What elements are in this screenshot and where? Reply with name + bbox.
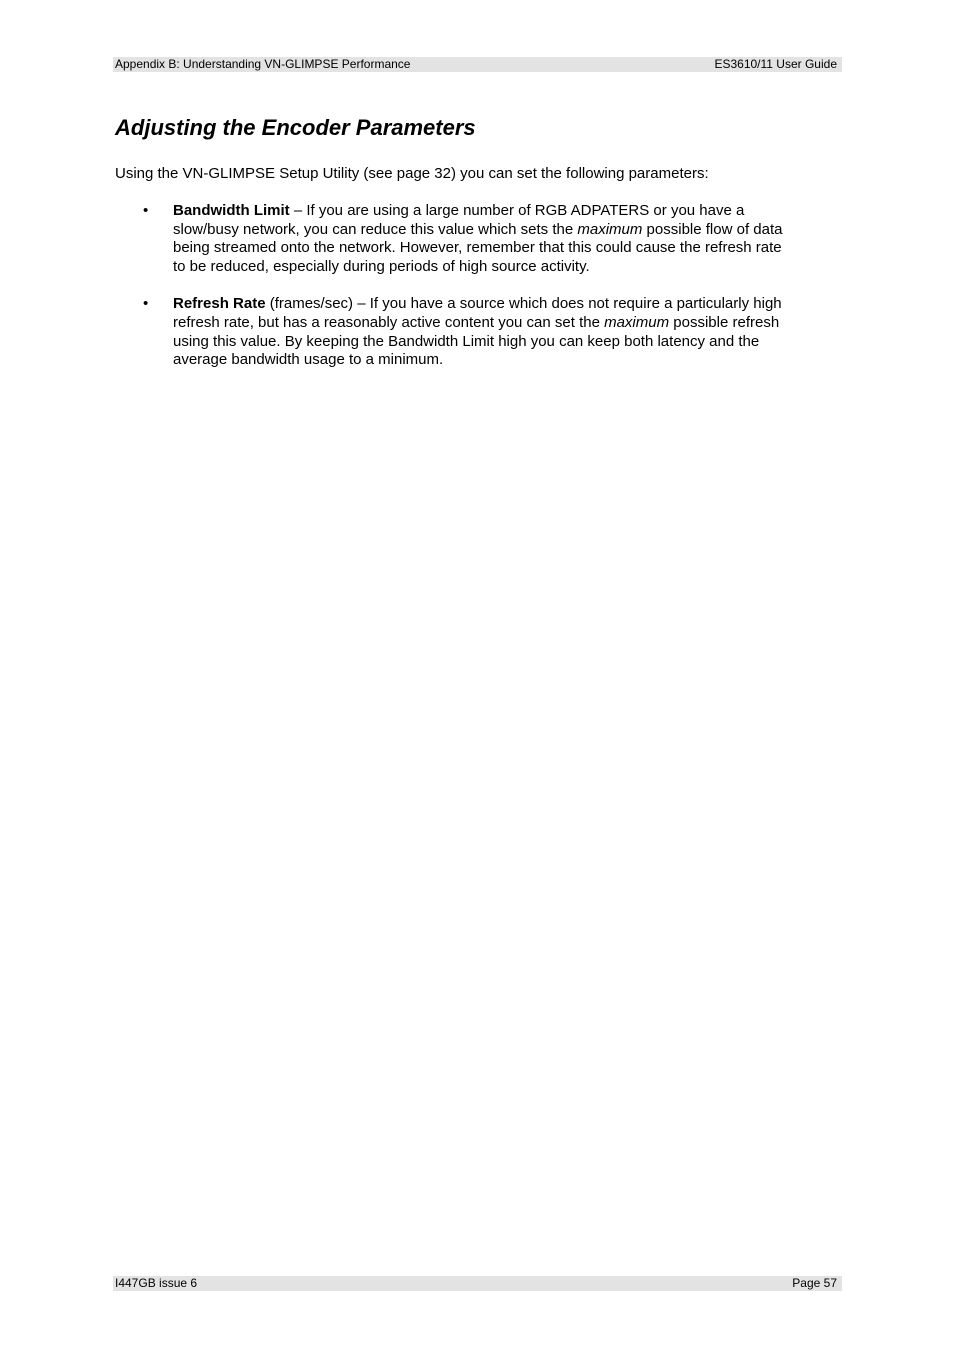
list-item-text <box>173 295 833 369</box>
intro-paragraph: Using the VN-GLIMPSE Setup Utility (see page 32) you can set the following parameters: <box>115 165 709 182</box>
text-line: average bandwidth usage to a minimum. <box>173 351 444 369</box>
emphasis: maximum <box>577 220 643 238</box>
parameter-list <box>0 202 954 389</box>
text-line: Bandwidth Limit – If you are using a large number of RGB ADPATERS or you have a <box>173 202 745 219</box>
emphasis: maximum <box>604 313 670 331</box>
text-line: being streamed onto the network. However, remember that this could cause the refresh rate <box>173 239 782 257</box>
footer-issue: I447GB issue 6 <box>115 1276 198 1290</box>
text-line: refresh rate, but has a reasonably active content you can set the maximum possible refresh <box>173 313 780 331</box>
footer-page-number: Page 57 <box>792 1276 837 1290</box>
text-line: Refresh Rate (frames/sec) – If you have a source which does not require a particularly high <box>173 295 782 313</box>
list-item-text <box>173 202 833 276</box>
header-document-title: ES3610/11 User Guide <box>714 57 837 71</box>
header-section-title: Appendix B: Understanding VN-GLIMPSE Performance <box>115 57 411 71</box>
text-line: to be reduced, especially during periods of high source activity. <box>173 257 590 275</box>
list-item-bandwidth-limit <box>0 202 833 276</box>
parameter-term: Bandwidth Limit <box>173 202 290 219</box>
text-line: slow/busy network, you can reduce this value which sets the maximum possible flow of data <box>173 220 783 238</box>
text-line: using this value. By keeping the Bandwidth Limit high you can keep both latency and the <box>173 332 760 350</box>
page-footer <box>113 1276 842 1291</box>
page-title: Adjusting the Encoder Parameters <box>115 115 476 140</box>
bullet-icon: • <box>143 295 149 313</box>
bullet-icon: • <box>143 202 149 219</box>
page-header <box>113 57 842 72</box>
parameter-term: Refresh Rate <box>173 295 266 313</box>
list-item-refresh-rate <box>0 295 833 369</box>
